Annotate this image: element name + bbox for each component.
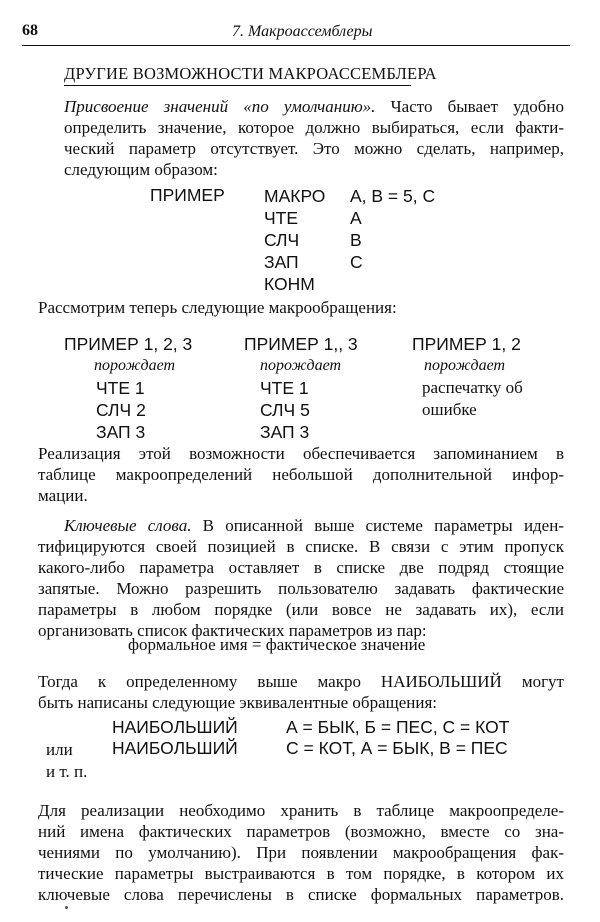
call-column-2 [244,333,358,443]
para-line: мации. [38,486,88,505]
equiv-args-2: С = КОТ, А = БЫК, В = ПЕС [286,738,508,758]
pair-formula: формальное имя = фактическое значение [128,635,426,654]
macro-op: КОНМ [264,274,315,294]
macro-arg: А, В = 5, С [350,186,436,206]
section-heading: ДРУГИЕ ВОЗМОЖНОСТИ МАКРОАССЕМБЛЕРА [64,64,437,83]
para-line: ческий параметр отсутствует. Это можно сделать, например, [64,139,564,158]
para-line: тифицируются своей позицией в списке. В связи с этим пропуск [38,537,564,556]
macro-ops [264,185,325,295]
call-column-1 [64,333,192,443]
generates-label: порождает [260,357,342,374]
paragraph-storage [38,800,564,905]
generates-label: порождает [424,357,506,374]
paragraph-keywords [38,515,564,641]
paragraph-defaults [64,96,564,180]
macro-arg: С [350,252,363,272]
para-text: Часто бывает удобно [375,97,564,116]
macro-op: МАКРО [264,186,326,206]
equiv-name-2: НАИБОЛЬШИЙ [112,738,238,758]
para-line: Реализация этой возможности обеспечивается запоминанием в [38,444,564,463]
chapter-title: 7. Макроассемблеры [232,23,373,40]
call-column-3 [412,333,523,421]
call-line: СЛЧ 5 [260,400,310,420]
header-rule [22,45,570,46]
macro-op: СЛЧ [264,230,300,250]
macro-arg: А [350,208,362,228]
call-header: ПРИМЕР 1, 2, 3 [64,334,193,354]
macro-args [350,185,435,273]
para-line: быть написаны следующие эквивалентные обращения: [38,693,437,712]
para-text: В описанной выше системе параметры иден- [191,516,564,535]
section-heading-underline [64,85,411,86]
print-speck [65,906,68,909]
para-line: организовать список фактических параметров из пар: [38,621,427,640]
para-line: какого-либо параметра оставляет в списке две подряд стоящие [38,558,564,577]
call-header: ПРИМЕР 1, 2 [412,334,521,354]
para-line: ний имена фактических параметров (возможно, вместе со зна- [38,822,564,841]
para-line: следующим образом: [64,160,218,179]
equiv-args-1: А = БЫК, Б = ПЕС, С = КОТ [286,717,510,737]
para-line: ключевые слова перечислены в списке формальных параметров. [38,885,564,904]
para-line: таблице макроопределений небольшой дополнительной инфор- [38,465,564,484]
para-line: Тогда к определенному выше макро НАИБОЛЬШИЙ могут [38,672,564,691]
paragraph-calls-intro [38,297,558,318]
or-label: или [46,740,73,759]
macro-op: ЧТЕ [264,208,299,228]
macro-op: ЗАП [264,252,299,272]
term-keywords: Ключевые слова. [64,516,192,535]
paragraph-implementation [38,443,564,506]
call-line: ЗАП 3 [260,422,310,442]
para-line: Для реализации необходимо хранить в таблице макроопределе- [38,801,564,820]
para-line: Рассмотрим теперь следующие макрообращения: [38,298,397,317]
para-line: определить значение, которое должно выбираться, если факти- [64,118,564,137]
term-defaults: Присвоение значений «по умолчанию». [64,97,376,116]
call-line: распечатку об [422,378,523,397]
para-line: запятые. Можно разрешить пользователю задавать фактические [38,579,564,598]
macro-name: ПРИМЕР [150,185,225,205]
call-line: ЗАП 3 [96,422,146,442]
para-line: тические параметры выстраиваются в том порядке, в котором их [38,864,564,883]
macro-arg: В [350,230,362,250]
etc-label: и т. п. [46,762,88,781]
call-line: СЛЧ 2 [96,400,146,420]
paragraph-equivalent [38,671,564,713]
generates-label: порождает [94,357,176,374]
page-number: 68 [22,22,38,39]
call-line: ошибке [422,400,477,419]
call-line: ЧТЕ 1 [260,378,309,398]
call-header: ПРИМЕР 1,, 3 [244,334,358,354]
call-line: ЧТЕ 1 [96,378,145,398]
para-line: параметры в любом порядке (или вовсе не задавать их), если [38,600,564,619]
equiv-name-1: НАИБОЛЬШИЙ [112,717,238,737]
para-line: чениями по умолчанию). При появлении макрообращения фак- [38,843,564,862]
